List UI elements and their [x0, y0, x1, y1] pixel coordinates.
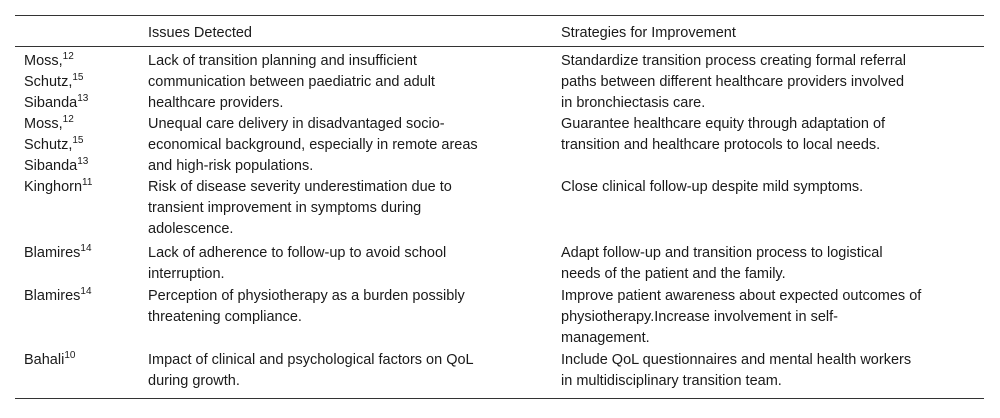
table-body	[15, 47, 984, 398]
author-name	[24, 114, 139, 135]
table-row	[15, 47, 984, 114]
author-text: Blamires	[24, 288, 81, 304]
strategy-cell	[561, 286, 971, 349]
issue-text: transient improvement in symptoms during	[148, 200, 422, 216]
strategy-text: Adapt follow-up and transition process to logistical	[561, 245, 883, 261]
issue-text: interruption.	[148, 266, 225, 282]
issue-cell	[148, 286, 540, 328]
issue-cell	[148, 114, 540, 177]
strategy-text: transition and healthcare protocols to local needs.	[561, 137, 881, 153]
header-strategies: Strategies for Improvement	[561, 25, 736, 41]
authors-cell	[24, 243, 139, 264]
authors-cell	[24, 350, 139, 371]
header-issues: Issues Detected	[148, 25, 252, 41]
strategy-text: in multidisciplinary transition team.	[561, 373, 782, 389]
author-name	[24, 286, 139, 307]
issue-text: Unequal care delivery in disadvantaged socio-	[148, 116, 445, 132]
strategy-text: physiotherapy.Increase involvement in self-	[561, 309, 838, 325]
strategy-text: paths between different healthcare providers involved	[561, 74, 905, 90]
author-name	[24, 156, 139, 177]
strategy-cell	[561, 350, 971, 392]
issue-text: Lack of transition planning and insufficient	[148, 53, 417, 69]
table-header	[15, 16, 984, 47]
strategy-text: in bronchiectasis care.	[561, 95, 706, 111]
reference-superscript: 15	[72, 135, 84, 146]
reference-superscript: 11	[82, 177, 93, 188]
authors-cell	[24, 114, 139, 177]
strategy-cell	[561, 177, 971, 198]
issue-cell	[148, 243, 540, 285]
author-text: Kinghorn	[24, 179, 83, 195]
issue-text: adolescence.	[148, 221, 234, 237]
reference-superscript: 12	[62, 51, 74, 62]
reference-superscript: 13	[77, 93, 89, 104]
strategy-text: management.	[561, 330, 650, 346]
table-row	[15, 350, 984, 392]
author-text: Schutz,	[24, 74, 73, 90]
strategy-text: Standardize transition process creating formal referral	[561, 53, 906, 69]
issue-text: Lack of adherence to follow-up to avoid school	[148, 245, 447, 261]
author-text: Schutz,	[24, 137, 73, 153]
issue-cell	[148, 350, 540, 392]
reference-superscript: 14	[80, 286, 92, 297]
author-text: Sibanda	[24, 95, 78, 111]
strategy-text: needs of the patient and the family.	[561, 266, 786, 282]
strategy-text: Include QoL questionnaires and mental health workers	[561, 352, 912, 368]
author-name	[24, 177, 139, 198]
strategy-cell	[561, 243, 971, 285]
reference-superscript: 13	[77, 156, 89, 167]
table-row	[15, 114, 984, 177]
author-name	[24, 243, 139, 264]
authors-cell	[24, 51, 139, 114]
author-name	[24, 135, 139, 156]
reference-superscript: 12	[62, 114, 74, 125]
strategy-text: Improve patient awareness about expected outcomes of	[561, 288, 922, 304]
author-name	[24, 93, 139, 114]
table-row	[15, 177, 984, 241]
reference-superscript: 15	[72, 72, 84, 83]
author-name	[24, 51, 139, 72]
author-text: Moss,	[24, 116, 63, 132]
reference-superscript: 14	[80, 243, 92, 254]
issue-text: threatening compliance.	[148, 309, 302, 325]
authors-cell	[24, 286, 139, 307]
issue-text: communication between paediatric and adult	[148, 74, 435, 90]
strategy-cell	[561, 51, 971, 114]
issue-text: Risk of disease severity underestimation due to	[148, 179, 452, 195]
issue-cell	[148, 51, 540, 114]
issue-text: Perception of physiotherapy as a burden possibly	[148, 288, 465, 304]
table	[15, 15, 984, 399]
author-text: Bahali	[24, 352, 65, 368]
issue-text: during growth.	[148, 373, 240, 389]
issue-text: healthcare providers.	[148, 95, 284, 111]
author-text: Moss,	[24, 53, 63, 69]
reference-superscript: 10	[64, 350, 76, 361]
table-row	[15, 241, 984, 286]
author-name	[24, 72, 139, 93]
issue-text: Impact of clinical and psychological factors on QoL	[148, 352, 474, 368]
authors-cell	[24, 177, 139, 198]
issue-cell	[148, 177, 540, 240]
issue-text: economical background, especially in remote areas	[148, 137, 478, 153]
author-text: Blamires	[24, 245, 81, 261]
strategy-cell	[561, 114, 971, 156]
strategy-text: Guarantee healthcare equity through adaptation of	[561, 116, 886, 132]
author-text: Sibanda	[24, 158, 78, 174]
issue-text: and high-risk populations.	[148, 158, 314, 174]
strategy-text: Close clinical follow-up despite mild symptoms.	[561, 179, 864, 195]
author-name	[24, 350, 139, 371]
table-row	[15, 286, 984, 350]
